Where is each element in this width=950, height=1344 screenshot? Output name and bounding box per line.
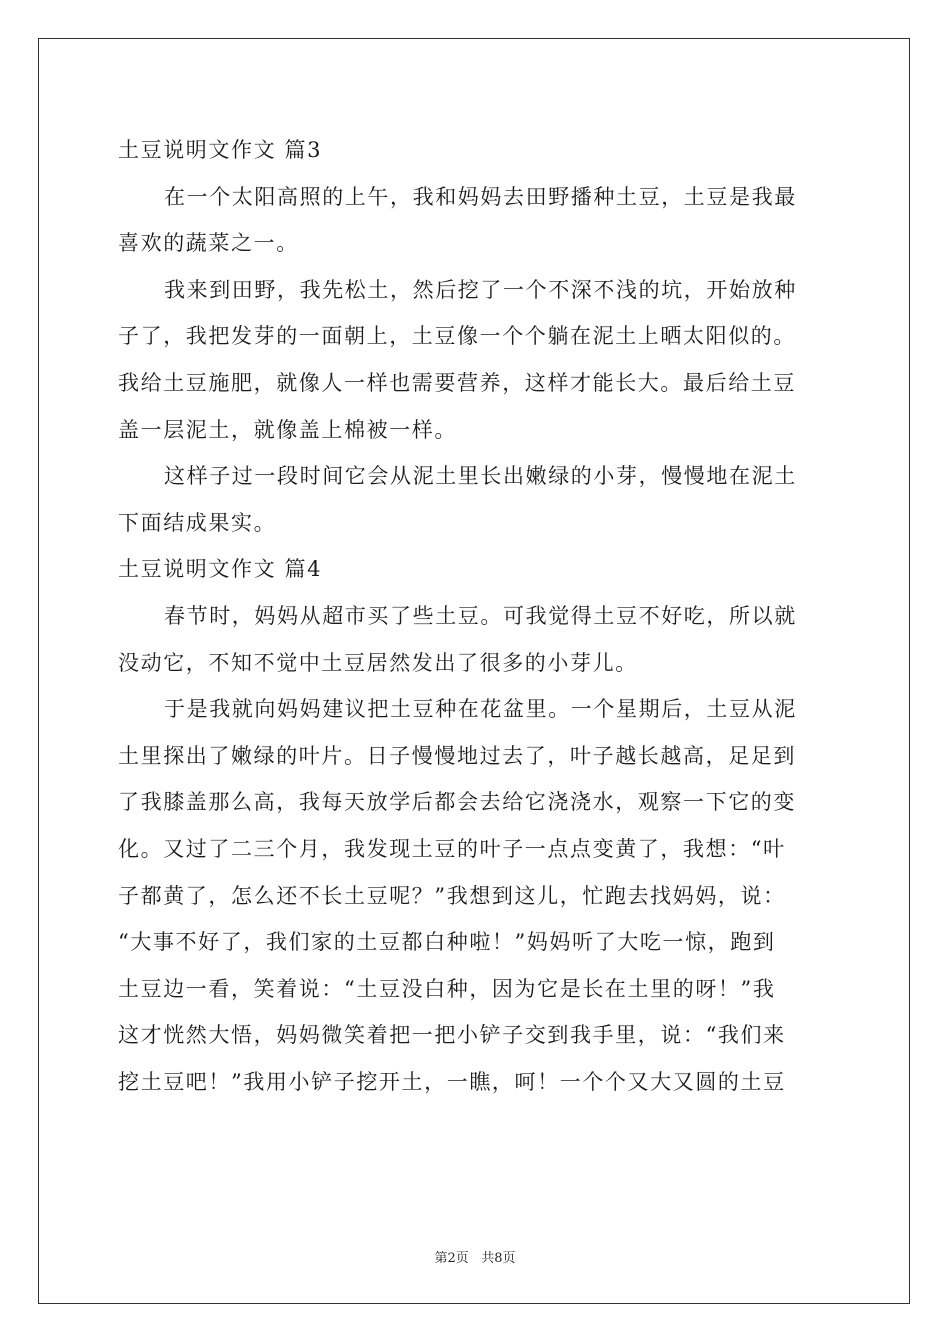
page-number: 第2页 xyxy=(434,1251,469,1266)
page-total: 共8页 xyxy=(481,1251,516,1266)
document-body xyxy=(118,127,834,1105)
paragraph-line: 挖土豆吧！”我用小铲子挖开土，一瞧，呵！一个个又大又圆的土豆 xyxy=(118,1069,786,1094)
paragraph-line: 化。又过了二三个月，我发现土豆的叶子一点点变黄了，我想：“叶 xyxy=(118,836,786,861)
section-heading: 土豆说明文作文 篇3 xyxy=(118,138,323,162)
paragraph-line: 下面结成果实。 xyxy=(118,510,277,535)
paragraph-line: 子都黄了，怎么还不长土豆呢？”我想到这儿，忙跑去找妈妈，说： xyxy=(118,883,786,908)
paragraph-line: 喜欢的蔬菜之一。 xyxy=(118,231,299,256)
paragraph-line: 土里探出了嫩绿的叶片。日子慢慢地过去了，叶子越长越高，足足到 xyxy=(118,743,796,768)
paragraph-line: 子了，我把发芽的一面朝上，土豆像一个个躺在泥土上晒太阳似的。 xyxy=(118,324,796,349)
paragraph-line: 没动它，不知不觉中土豆居然发出了很多的小芽儿。 xyxy=(118,650,638,675)
paragraph-line: 盖一层泥土，就像盖上棉被一样。 xyxy=(118,417,457,442)
paragraph-line: 这才恍然大悟，妈妈微笑着把一把小铲子交到我手里，说：“我们来 xyxy=(118,1023,786,1048)
paragraph-line: 我来到田野，我先松土，然后挖了一个不深不浅的坑，开始放种 xyxy=(164,277,797,302)
page-footer xyxy=(0,1247,950,1266)
paragraph-line: 这样子过一段时间它会从泥土里长出嫩绿的小芽，慢慢地在泥土 xyxy=(164,464,797,489)
paragraph-line: 我给土豆施肥，就像人一样也需要营养，这样才能长大。最后给土豆 xyxy=(118,370,796,395)
paragraph-line: “大事不好了，我们家的土豆都白种啦！”妈妈听了大吃一惊，跑到 xyxy=(118,930,776,955)
paragraph-line: 于是我就向妈妈建议把土豆种在花盆里。一个星期后，土豆从泥 xyxy=(164,697,797,722)
footer-spacer xyxy=(469,1251,481,1266)
paragraph-line: 了我膝盖那么高，我每天放学后都会去给它浇浇水，观察一下它的变 xyxy=(118,790,796,815)
paragraph-line: 春节时，妈妈从超市买了些土豆。可我觉得土豆不好吃，所以就 xyxy=(164,603,797,628)
section-heading: 土豆说明文作文 篇4 xyxy=(118,557,323,582)
paragraph-line: 在一个太阳高照的上午，我和妈妈去田野播种土豆，土豆是我最 xyxy=(164,184,797,209)
paragraph-line: 土豆边一看，笑着说：“土豆没白种，因为它是长在土里的呀！”我 xyxy=(118,976,776,1001)
